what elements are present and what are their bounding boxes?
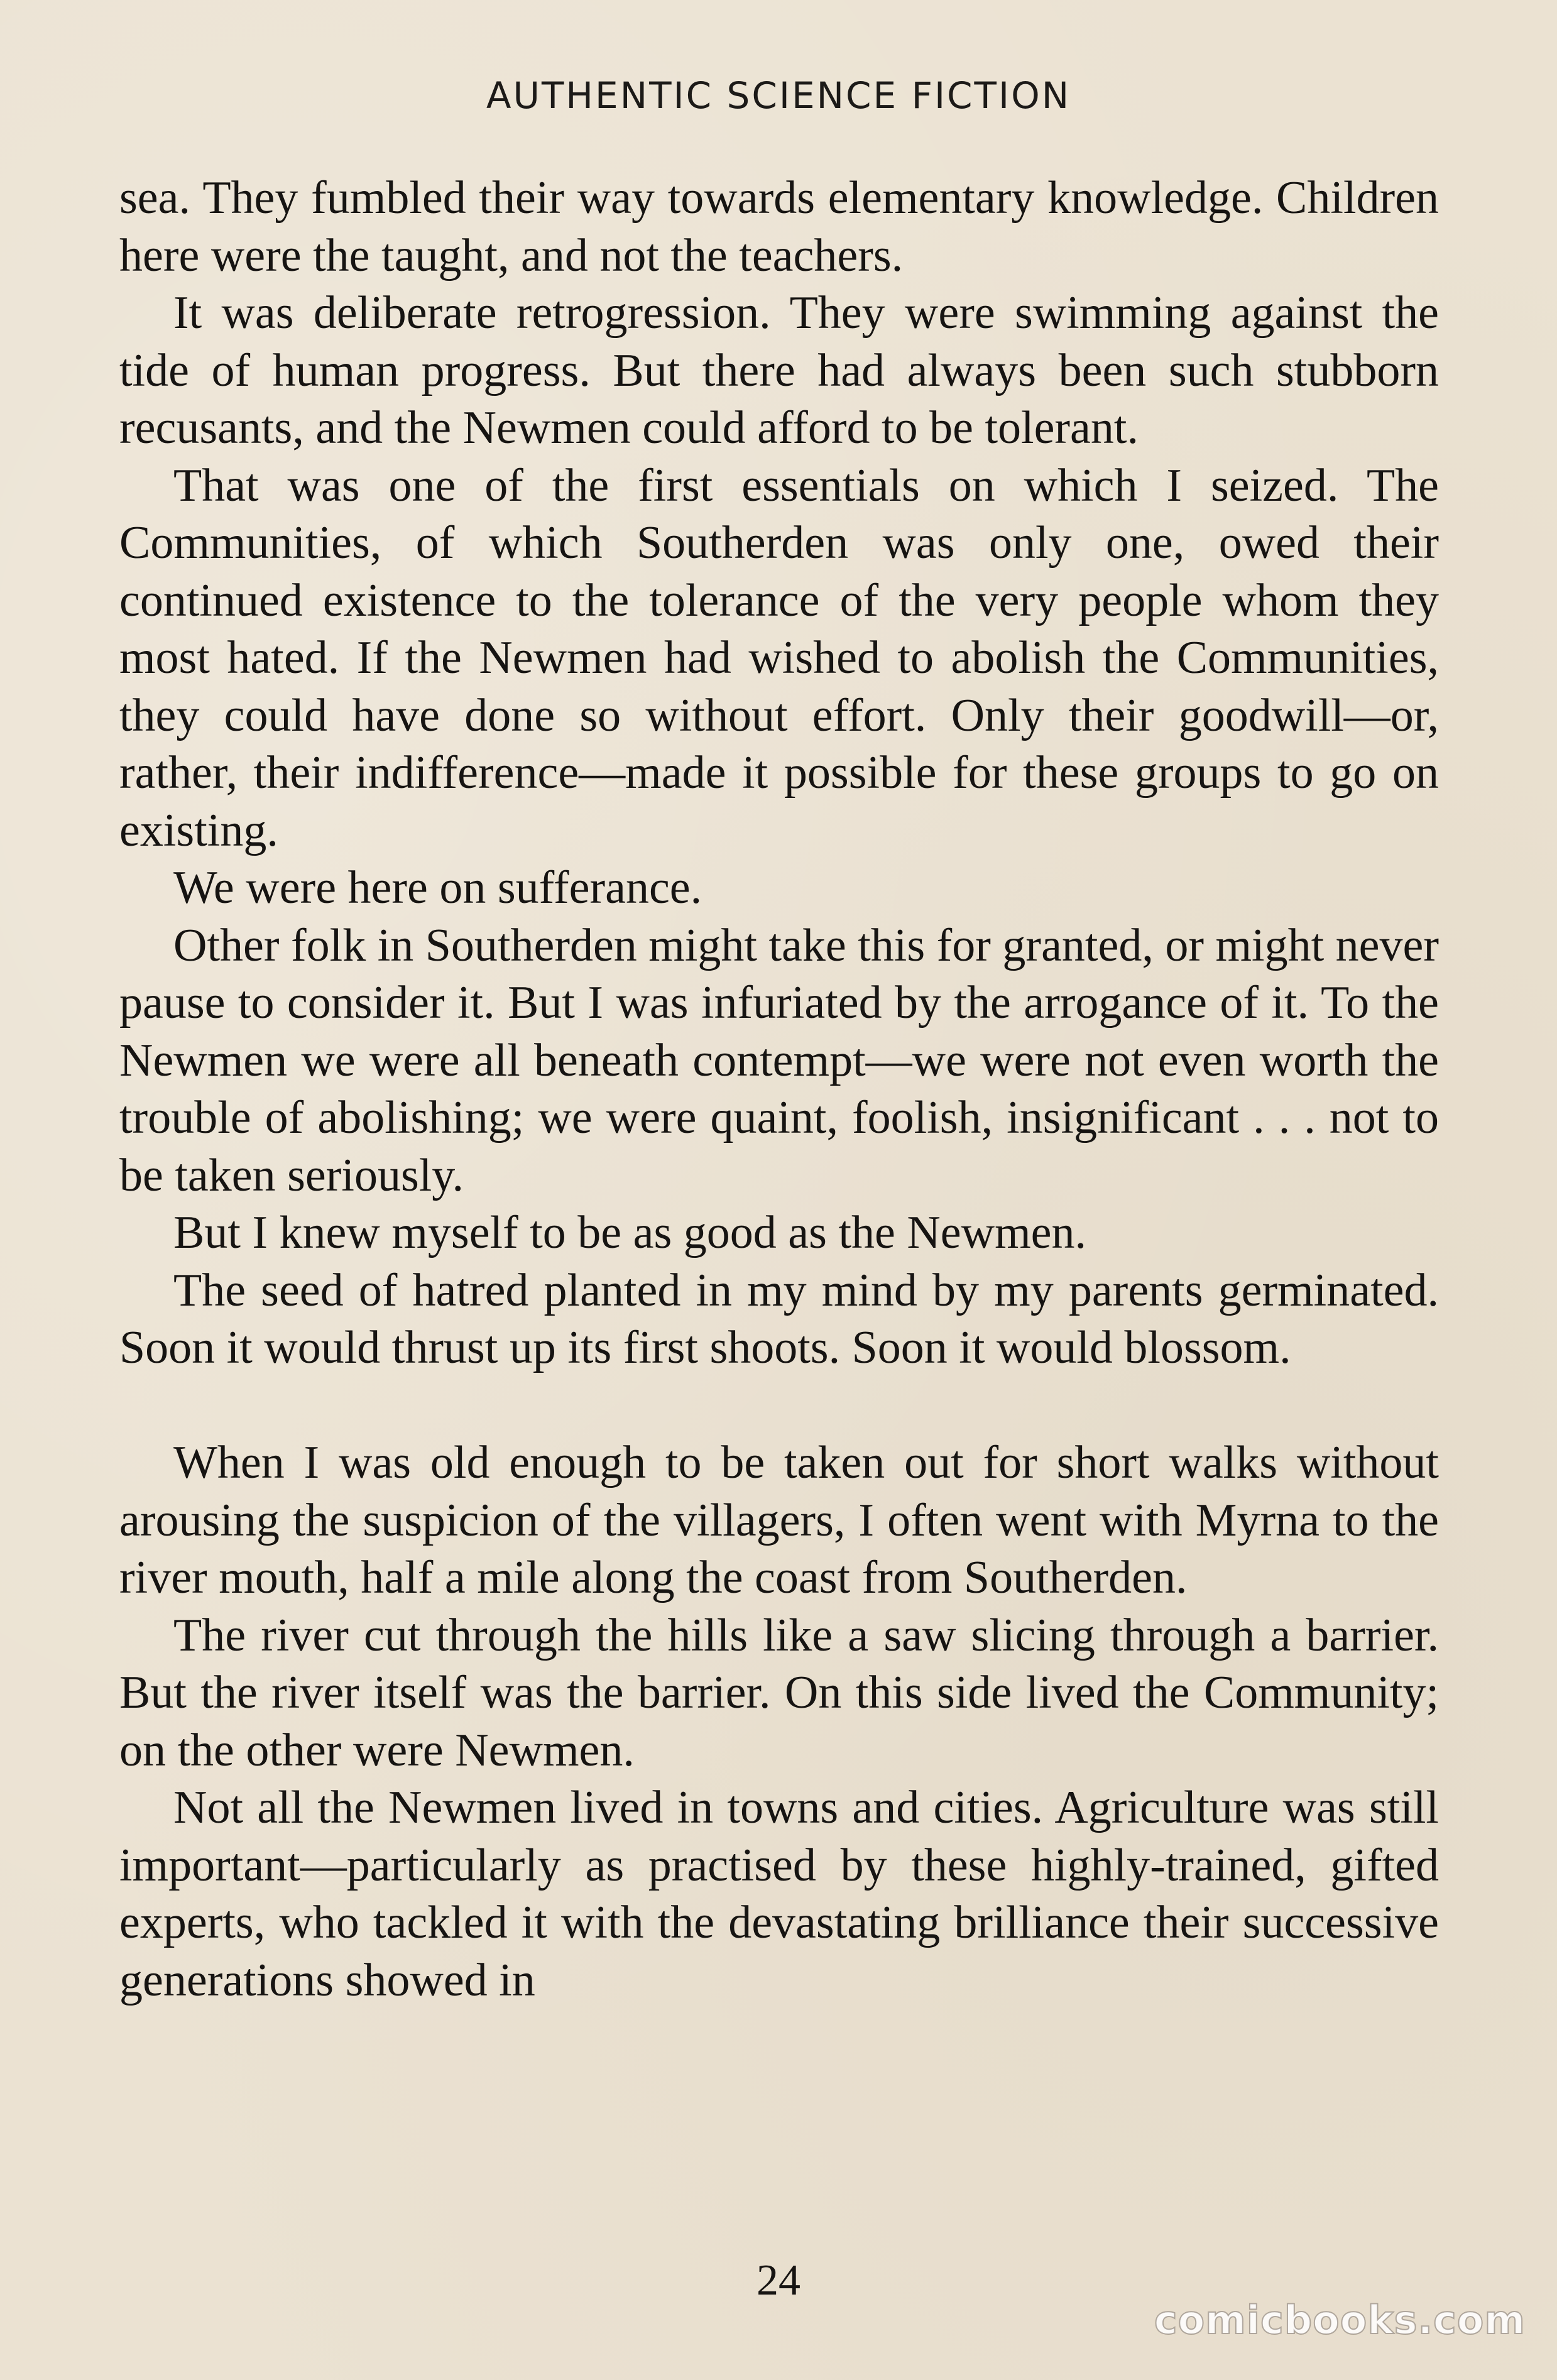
paragraph: It was deliberate retrogression. They were swimming against the tide of human progress. But there had always been such stubborn recusants, and the Newmen could afford to be tolerant. bbox=[119, 287, 1439, 454]
paragraph: We were here on sufferance. bbox=[173, 862, 702, 914]
paragraph: The river cut through the hills like a saw slicing through a barrier. But the river itself was the barrier. On this side lived the Community; on the other were Newmen. bbox=[119, 1609, 1439, 1776]
paragraph: sea. They fumbled their way towards elementary knowledge. Children here were the taught, and not the teachers. bbox=[119, 172, 1439, 281]
body-text bbox=[119, 170, 1439, 2009]
watermark-logo: comicbooks.com bbox=[1154, 2297, 1526, 2343]
paragraph: When I was old enough to be taken out for short walks without arousing the suspicion of the villagers, I often went with Myrna to the river mouth, half a mile along the coast from Southerden. bbox=[119, 1437, 1439, 1603]
page-number: 24 bbox=[757, 2256, 800, 2305]
paragraph: Not all the Newmen lived in towns and cities. Agriculture was still important—particularly as practised by these highly-trained, gifted experts, who tackled it with the devastating brilliance their successive generations showed in bbox=[119, 1782, 1439, 2006]
paragraph: The seed of hatred planted in my mind by my parents germinated. Soon it would thrust up its first shoots. Soon it would blossom. bbox=[119, 1264, 1439, 1373]
running-head-title: AUTHENTIC SCIENCE FICTION bbox=[486, 74, 1071, 117]
paragraph: Other folk in Southerden might take this for granted, or might never pause to consider it. But I was infuriated by the arrogance of it. To the Newmen we were all beneath contempt—we were not even worth the trouble of abolishing; we were quaint, foolish, insignificant . . . not to be taken seriously. bbox=[119, 919, 1439, 1201]
paragraph: That was one of the first essentials on which I seized. The Communities, of which Southerden was only one, owed their continued existence to the tolerance of the very people whom they most hated. If the Newmen had wished to abolish the Communities, they could have done so without effort. Only their goodwill—or, rather, their indifference—made it possible for these groups to go on existing. bbox=[119, 459, 1439, 856]
paragraph: But I knew myself to be as good as the Newmen. bbox=[173, 1207, 1086, 1258]
